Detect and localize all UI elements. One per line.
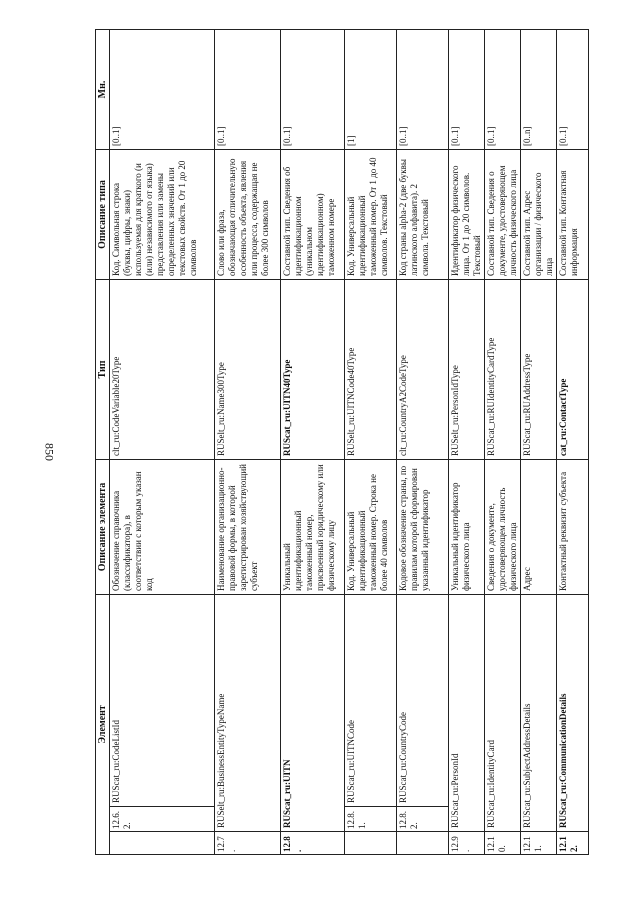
element-name: RUScat_ru:CodeListId (110, 594, 215, 806)
type-description: Код. Символьная строка (буквы, цифры, знаки) используемая для краткого (и (или) независимого от языка) представления или замены определенных значений или текстовых свойств. От 1 до 20 символов (110, 149, 215, 279)
type-description: Код. Универсальный идентификационный таможенный номер. От 1 до 40 символов. Текстовый (345, 149, 397, 279)
type-name: cat_ru:ContactType (557, 279, 589, 459)
type-description: Слово или фраза, обозначающая отличительную особенность объекта, явления или процесса, содержащая не более 300 символов (215, 149, 281, 279)
row-number: 12.8. (281, 832, 345, 855)
table-row (521, 29, 557, 854)
type-description: Составной тип. Контактная информация (557, 149, 589, 279)
table-row (485, 29, 521, 854)
element-name: RUScat_ru:PersonId (449, 594, 485, 831)
type-description: Идентификатор физического лица. От 1 до 20 символов. Текстовый (449, 149, 485, 279)
type-name: clt_ru:CodeVariable20Type (110, 279, 215, 459)
element-description: Наименование организационно-правовой формы, в которой зарегистрирован хозяйствующий субъект (215, 459, 281, 594)
type-description: Составной тип. Сведения о документе, удостоверяющем личность физического лица (485, 149, 521, 279)
table-row (397, 29, 449, 854)
table-row (449, 29, 485, 854)
row-number: 12.8.2. (397, 807, 449, 832)
element-name: RUScat_ru:CountryCode (397, 594, 449, 806)
multiplicity: [0..1] (215, 29, 281, 149)
table-row (215, 29, 281, 854)
element-name: RUSelt_ru:BusinessEntityTypeName (215, 594, 281, 831)
element-name: RUScat_ru:UITN (281, 594, 345, 831)
element-description: Уникальный идентификатор физического лица (449, 459, 485, 594)
type-name: clt_ru:CountryA2CodeType (397, 279, 449, 459)
element-name: RUScat_ru:CommunicationDetails (557, 594, 589, 831)
multiplicity: [0..n] (521, 29, 557, 149)
element-description: Уникальный идентификационный таможенный номер, присвоенный юридическому или физическому лицу (281, 459, 345, 594)
row-number: 12.12. (557, 832, 589, 855)
type-name: RUScat_ru:RUIdentityCardType (485, 279, 521, 459)
element-description: Кодовое обозначение страны, по правилам которой сформирован указанный идентификатор (397, 459, 449, 594)
multiplicity: [0..1] (485, 29, 521, 149)
header-mn: Мн. (96, 29, 110, 149)
type-name: RUSelt_ru:UITNCode40Type (345, 279, 397, 459)
rotated-page-content (95, 30, 630, 855)
element-description: Адрес (521, 459, 557, 594)
table-row (110, 29, 215, 854)
type-name: RUSelt_ru:Name300Type (215, 279, 281, 459)
type-description: Код страны alpha-2 (две буквы латинского алфавита). 2 символа. Текстовый (397, 149, 449, 279)
type-name: RUSelt_ru:PersonIdType (449, 279, 485, 459)
header-element-desc: Описание элемента (96, 459, 110, 594)
row-number: 12.10. (485, 832, 521, 855)
multiplicity: [0..1] (449, 29, 485, 149)
element-description: Код. Универсальный идентификационный таможенный номер. Строка не более 40 символов (345, 459, 397, 594)
row-number: 12.6.2. (110, 807, 215, 832)
multiplicity: [0..1] (397, 29, 449, 149)
multiplicity: [0..1] (110, 29, 215, 149)
page-number: 850 (42, 443, 57, 461)
table-row (281, 29, 345, 854)
multiplicity: [0..1] (557, 29, 589, 149)
header-row (96, 29, 110, 854)
element-table (95, 29, 589, 855)
element-description: Обозначение справочника (классификатора), в соответствии с которым указан код (110, 459, 215, 594)
element-name: RUScat_ru:IdentityCard (485, 594, 521, 831)
header-element: Элемент (96, 594, 110, 854)
table-row (345, 29, 397, 854)
element-name: RUScat_ru:UITNCode (345, 594, 397, 806)
multiplicity: [1] (345, 29, 397, 149)
type-description: Составной тип. Адрес организации / физического лица (521, 149, 557, 279)
element-description: Сведения о документе, удостоверяющем личность физического лица (485, 459, 521, 594)
row-number: 12.8.1. (345, 807, 397, 832)
type-description: Составной тип. Сведения об идентификационном (уникальном идентификационном) таможенном номере (281, 149, 345, 279)
row-number: 12.7. (215, 832, 281, 855)
row-number: 12.11. (521, 832, 557, 855)
table-row (557, 29, 589, 854)
element-name: RUScat_ru:SubjectAddressDetails (521, 594, 557, 831)
header-type: Тип (96, 279, 110, 459)
element-description: Контактный реквизит субъекта (557, 459, 589, 594)
header-type-desc: Описание типа (96, 149, 110, 279)
row-number: 12.9. (449, 832, 485, 855)
type-name: RUScat_ru:UITN40Type (281, 279, 345, 459)
type-name: RUScat_ru:RUAddressType (521, 279, 557, 459)
multiplicity: [0..1] (281, 29, 345, 149)
